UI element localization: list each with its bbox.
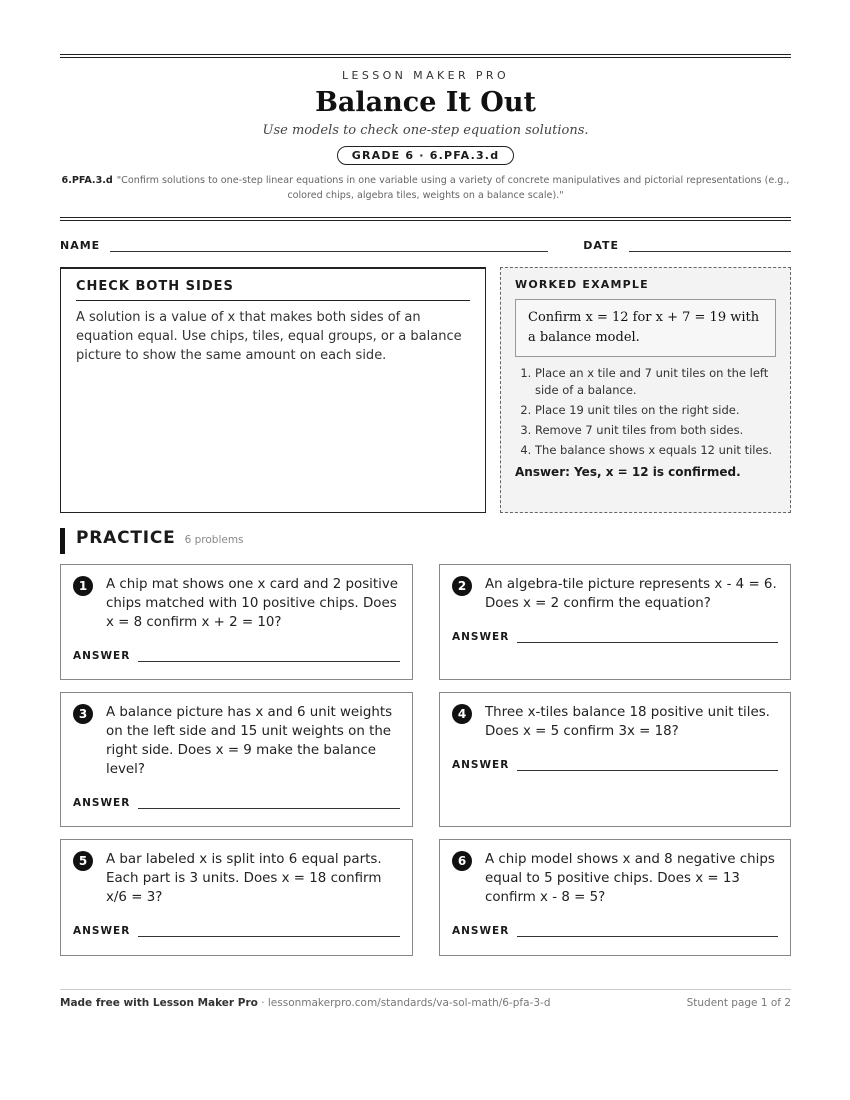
footer-credit [60,997,551,1009]
problem-card-1 [60,564,413,680]
date-line[interactable] [629,237,791,252]
problem-card-6 [439,839,791,956]
practice-title: PRACTICE [76,528,176,548]
problem-card-4 [439,692,791,827]
worked-steps [515,365,776,459]
check-heading: CHECK BOTH SIDES [76,279,470,301]
problem-number: 6 [452,851,472,871]
grade-badge: GRADE 6 · 6.PFA.3.d [337,146,515,165]
problem-text: A chip mat shows one x card and 2 positive chips matched with 10 positive chips. Does x = 8 confirm x + 2 = 10? [106,577,399,630]
problem-text: A bar labeled x is split into 6 equal parts. Each part is 3 units. Does x = 18 confirm x/6 = 3? [106,852,382,905]
name-label: NAME [60,239,101,252]
worksheet-page [60,54,791,956]
worked-step: 4. The balance shows x equals 12 unit tiles. [535,442,776,459]
page-footer [60,989,791,1009]
worked-answer: Answer: Yes, x = 12 is confirmed. [515,465,741,479]
check-both-sides-box [60,267,486,513]
problem-text: A balance picture has x and 6 unit weights on the left side and 15 unit weights on the right side. Does x = 9 make the balance level? [106,705,393,777]
answer-line[interactable] [517,926,778,937]
answer-line[interactable] [517,760,778,771]
footer-url[interactable]: · lessonmakerpro.com/standards/va-sol-math/6-pfa-3-d [257,997,551,1009]
problem-card-3 [60,692,413,827]
name-date-row [60,234,791,252]
top-rule [60,54,791,58]
practice-header [60,528,791,554]
problem-number: 2 [452,576,472,596]
date-label: DATE [583,239,619,252]
problem-number: 1 [73,576,93,596]
header-bottom-rule [60,217,791,221]
problem-number: 5 [73,851,93,871]
footer-page-number: Student page 1 of 2 [686,997,791,1009]
answer-label: ANSWER [73,925,131,937]
check-text: A solution is a value of x that makes both sides of an equation equal. Use chips, tiles, equal groups, or a balance picture to show the same amount on each side. [76,310,462,363]
worked-step: 3. Remove 7 unit tiles from both sides. [535,422,776,439]
problem-text: A chip model shows x and 8 negative chips equal to 5 positive chips. Does x = 13 confirm x - 8 = 5? [485,852,775,905]
worked-problem: Confirm x = 12 for x + 7 = 19 with a balance model. [515,299,776,357]
problem-text: An algebra-tile picture represents x - 4 = 6. Does x = 2 confirm the equation? [485,577,777,611]
answer-line[interactable] [517,632,778,643]
answer-line[interactable] [138,926,400,937]
problem-card-2 [439,564,791,680]
answer-line[interactable] [138,651,400,662]
page-subtitle: Use models to check one-step equation solutions. [262,123,589,138]
answer-label: ANSWER [452,759,510,771]
practice-grid [60,564,791,956]
standard-text: "Confirm solutions to one-step linear equations in one variable using a variety of concrete manipulatives and pictorial representations (e.g., colored chips, algebra tiles, weights on a balance scale)." [116,175,790,201]
problem-number: 3 [73,704,93,724]
practice-accent-bar [60,528,65,554]
answer-label: ANSWER [452,631,510,643]
standard-code: 6.PFA.3.d [61,175,113,186]
answer-label: ANSWER [452,925,510,937]
problem-number: 4 [452,704,472,724]
worked-example-box [500,267,791,513]
problem-card-5 [60,839,413,956]
standard-description [60,173,791,203]
worked-step: 2. Place 19 unit tiles on the right side. [535,402,776,419]
page-title: Balance It Out [315,87,536,118]
answer-label: ANSWER [73,797,131,809]
problem-text: Three x-tiles balance 18 positive unit tiles. Does x = 5 confirm 3x = 18? [485,705,770,739]
footer-made-with: Made free with Lesson Maker Pro [60,997,258,1009]
worked-heading: WORKED EXAMPLE [515,278,649,291]
answer-label: ANSWER [73,650,131,662]
brand-name: LESSON MAKER PRO [341,69,510,82]
answer-line[interactable] [138,798,400,809]
name-line[interactable] [110,237,548,252]
worked-step: 1. Place an x tile and 7 unit tiles on the left side of a balance. [535,365,776,399]
practice-count: 6 problems [184,534,244,546]
